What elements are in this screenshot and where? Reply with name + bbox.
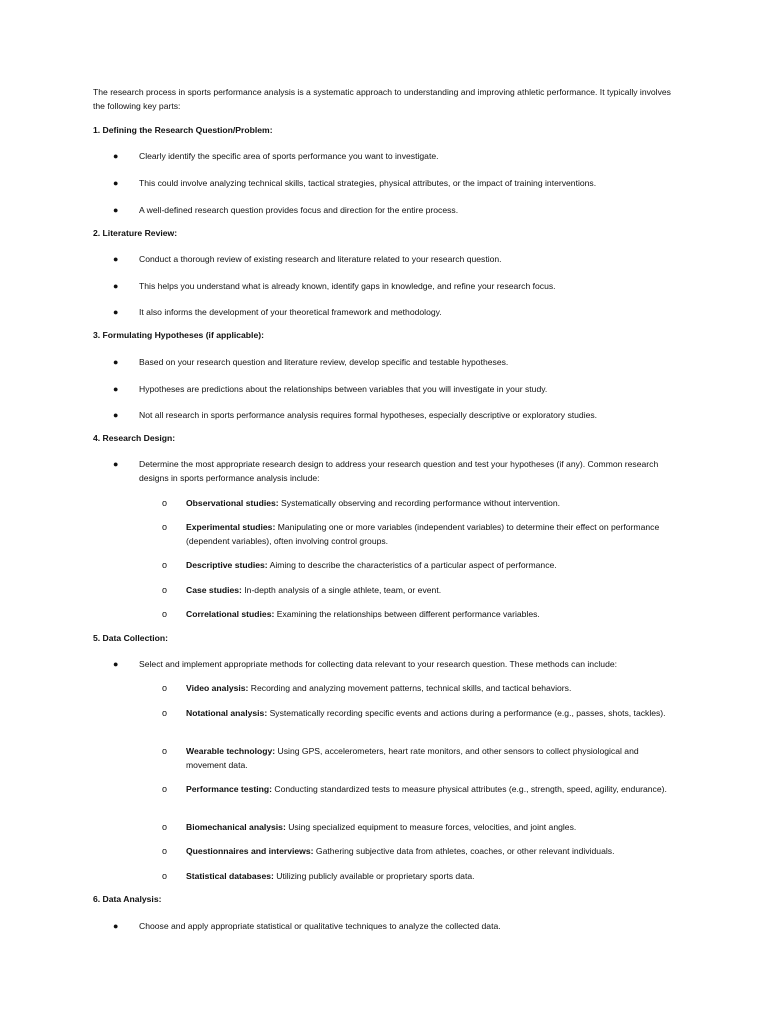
section-heading-6: 6. Data Analysis: (93, 894, 162, 904)
circle-bullet-icon: o (162, 560, 168, 570)
bullet-icon: ● (113, 178, 119, 188)
bullet-icon: ● (113, 307, 119, 317)
bullet-icon: ● (113, 410, 119, 420)
circle-bullet-icon: o (162, 871, 168, 881)
circle-bullet-icon: o (162, 585, 168, 595)
document-page: The research process in sports performance analysis is a systematic approach to understanding and improving athletic performance. It typically involves the following key parts: 1. Defining the Research Question/Problem: ● Clearly identify the specific area of sports performance you want to investigate. ● This could involve analyzing technical skills, tactical strategies, physical attributes, or the impact of training interventions. ● A well-defined research question provides focus and direction for the entire process. 2. Literature Review: ● Conduct a thorough review of existing research and literature related to your research question. ● This helps you understand what is already known, identify gaps in knowledge, and refine your research focus. ● It also informs the development of your theoretical framework and methodology. 3. Formulating Hypotheses (if applicable): ● Based on your research question and literature review, develop specific and testable hypotheses. ● Hypotheses are predictions about the relationships between variables that you will investigate in your study. ● Not all research in sports performance analysis requires formal hypotheses, especially descriptive or exploratory studies. 4. Research Design: ● Determine the most appropriate research design to address your research question and test your hypotheses (if any). Common research designs in sports performance analysis include: o Observational studies: Systematically observing and recording performance without intervention. o Experimental studies: Manipulating one or more variables (independent variables) to determine their effect on performance (dependent variables), often involving control groups. o Descriptive studies: Aiming to describe the characteristics of a particular aspect of performance. o Case studies: In-depth analysis of a single athlete, team, or event. o Correlational studies: Examining the relationships between different performance variables. 5. Data Collection: ● Select and implement appropriate methods for collecting data relevant to your research question. These methods can include: o Video analysis: Recording and analyzing movement patterns, technical skills, and tactical behaviors. o Notational analysis: Systematically recording specific events and actions during a performance (e.g., passes, shots, tackles). o Wearable technology: Using GPS, accelerometers, heart rate monitors, and other sensors to collect physiological and movement data. o Performance testing: Conducting standardized tests to measure physical attributes (e.g., strength, speed, agility, endurance). o Biomechanical analysis: Using specialized equipment to measure forces, velocities, and joint angles. o Questionnaires and interviews: Gathering subjective data from athletes, coaches, or other relevant individuals. o Statistical databases: Utilizing publicly available or proprietary sports data. 6. Data Analysis: ● Choose and apply appropriate statistical or qualitative techniques to analyze the collected data. (0, 0, 768, 1024)
circle-bullet-icon: o (162, 708, 168, 718)
bullet-icon: ● (113, 151, 119, 161)
bullet-icon: ● (113, 459, 119, 469)
section-heading-3: 3. Formulating Hypotheses (if applicable): (93, 330, 264, 340)
circle-bullet-icon: o (162, 846, 168, 856)
section-heading-4: 4. Research Design: (93, 433, 176, 443)
bullet-icon: ● (113, 205, 119, 215)
bullet-icon: ● (113, 384, 119, 394)
section-heading-1: 1. Defining the Research Question/Problem: (93, 125, 273, 135)
circle-bullet-icon: o (162, 522, 168, 532)
circle-bullet-icon: o (162, 498, 168, 508)
circle-bullet-icon: o (162, 822, 168, 832)
intro-paragraph: The research process in sports performance analysis is a systematic approach to understanding and improving athletic performance. It typically involves the following key parts: (93, 87, 671, 111)
section-heading-5: 5. Data Collection: (93, 633, 168, 643)
bullet-icon: ● (113, 659, 119, 669)
section-heading-2: 2. Literature Review: (93, 228, 178, 238)
circle-bullet-icon: o (162, 609, 168, 619)
bullet-icon: ● (113, 254, 119, 264)
circle-bullet-icon: o (162, 683, 168, 693)
circle-bullet-icon: o (162, 746, 168, 756)
bullet-icon: ● (113, 921, 119, 931)
bullet-icon: ● (113, 281, 119, 291)
bullet-icon: ● (113, 357, 119, 367)
circle-bullet-icon: o (162, 784, 168, 794)
